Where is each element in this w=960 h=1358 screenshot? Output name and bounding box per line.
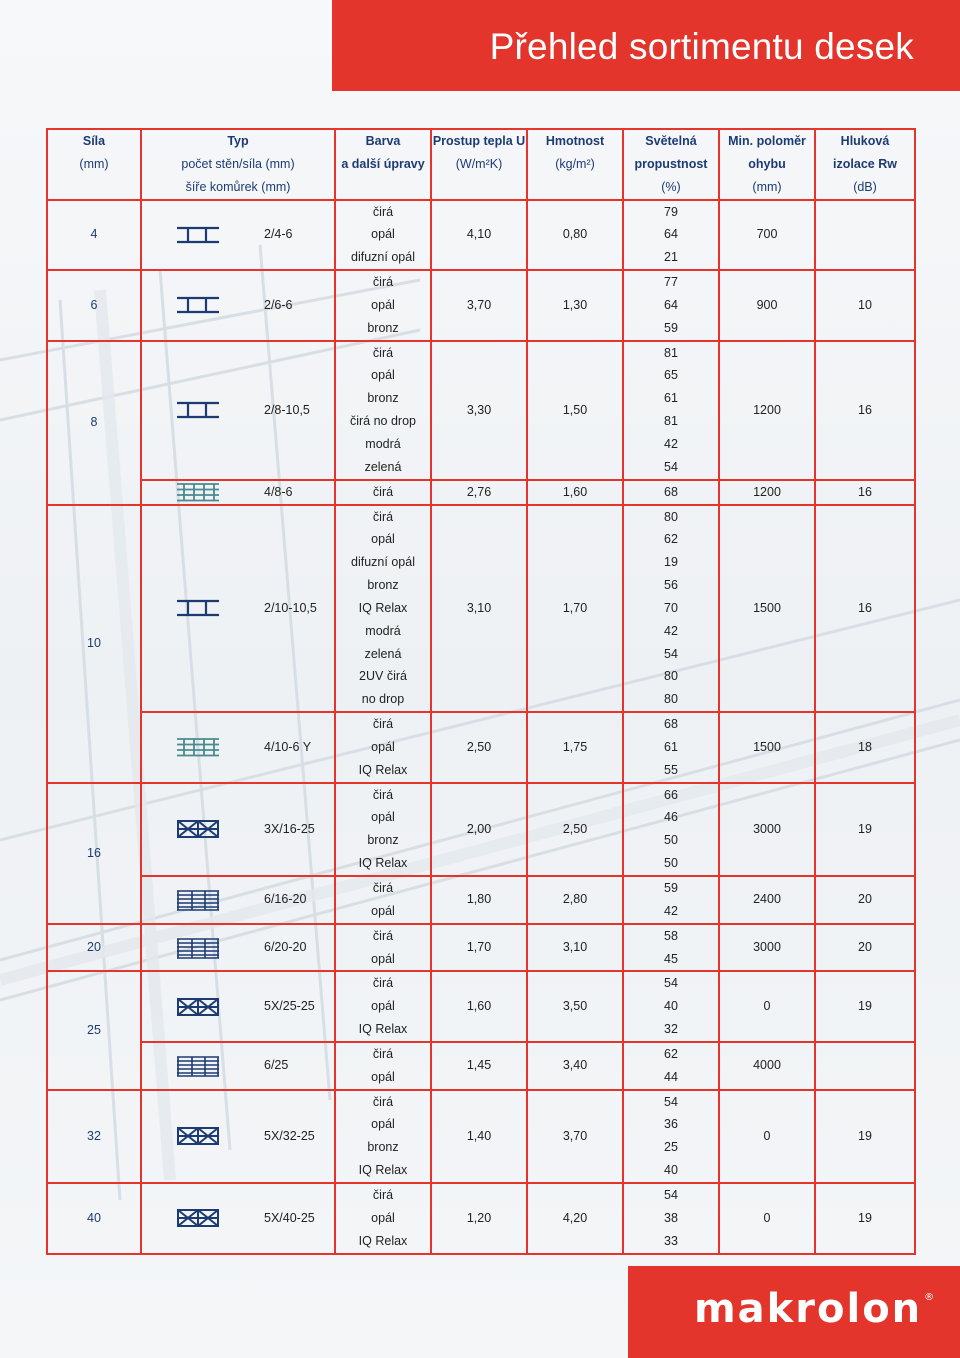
color-variant: čirá [335, 924, 431, 948]
header-barva: Barva [335, 129, 431, 153]
color-variant: opál [335, 806, 431, 829]
table-row [47, 924, 915, 948]
color-variant: čirá [335, 876, 431, 900]
color-variant: čirá [335, 712, 431, 736]
page-title: Přehled sortimentu desek [489, 26, 914, 67]
four-wall-icon [142, 481, 254, 503]
table-row [47, 971, 915, 995]
header-hmotnost: Hmotnost [527, 129, 623, 153]
header-sila: Síla [82, 134, 106, 148]
x-structure-icon [142, 1207, 254, 1229]
light-transmission-value: 62 [623, 1042, 719, 1066]
light-transmission-value: 50 [623, 829, 719, 852]
header-svetelna: Světelná [623, 129, 719, 153]
color-variant: čirá [335, 270, 431, 294]
header-hlukova-unit: (dB) [815, 176, 915, 200]
header-polomer-unit: (mm) [719, 176, 815, 200]
product-table-wrapper [46, 128, 914, 1248]
header-hlukova-sub: izolace Rw [815, 153, 915, 176]
light-transmission-value: 68 [623, 480, 719, 505]
color-variant: IQ Relax [335, 1230, 431, 1254]
type-code: 2/4-6 [264, 227, 293, 242]
light-transmission-value: 54 [623, 1183, 719, 1207]
sound-insulation-value: 19 [815, 783, 915, 876]
heat-transfer-value: 1,20 [431, 1183, 527, 1254]
color-variant: zelená [335, 643, 431, 666]
color-variant: opál [335, 223, 431, 246]
header-typ: Typ [141, 129, 335, 153]
header-svetelna-unit: (%) [623, 176, 719, 200]
bend-radius-value: 2400 [719, 876, 815, 924]
type-code: 3X/16-25 [264, 821, 315, 836]
type-cell-content [142, 342, 334, 479]
sound-insulation-value [815, 1042, 915, 1090]
light-transmission-value: 44 [623, 1066, 719, 1090]
light-transmission-value: 59 [623, 317, 719, 341]
sound-insulation-value: 20 [815, 876, 915, 924]
color-variant: opál [335, 948, 431, 972]
bend-radius-value: 4000 [719, 1042, 815, 1090]
color-variant: bronz [335, 387, 431, 410]
color-variant: opál [335, 900, 431, 924]
color-variant: modrá [335, 620, 431, 643]
color-variant: čirá no drop [335, 410, 431, 433]
bend-radius-value: 1200 [719, 341, 815, 480]
light-transmission-value: 61 [623, 736, 719, 759]
header-hlukova: Hluková [815, 129, 915, 153]
x-structure-icon [142, 996, 254, 1018]
light-transmission-value: 81 [623, 410, 719, 433]
thickness-cell: 4 [47, 200, 141, 271]
bend-radius-value: 0 [719, 1090, 815, 1183]
color-variant: čirá [335, 505, 431, 529]
light-transmission-value: 46 [623, 806, 719, 829]
color-variant: opál [335, 294, 431, 317]
thickness-cell: 32 [47, 1090, 141, 1183]
color-variant: bronz [335, 1136, 431, 1159]
thickness-cell: 25 [47, 971, 141, 1089]
sound-insulation-value: 18 [815, 712, 915, 783]
type-cell [141, 1042, 335, 1090]
heat-transfer-value: 4,10 [431, 200, 527, 271]
color-variant: zelená [335, 456, 431, 480]
type-code: 2/6-6 [264, 297, 293, 312]
color-variant: opál [335, 1066, 431, 1090]
thickness-cell: 40 [47, 1183, 141, 1254]
thickness-cell: 8 [47, 341, 141, 505]
header-prostup-unit: (W/m²K) [431, 153, 527, 176]
twin-wall-icon [142, 294, 254, 316]
bend-radius-value: 1500 [719, 505, 815, 713]
header-polomer-sub: ohybu [719, 153, 815, 176]
mass-value: 2,80 [527, 876, 623, 924]
light-transmission-value: 64 [623, 223, 719, 246]
light-transmission-value: 80 [623, 665, 719, 688]
light-transmission-value: 32 [623, 1018, 719, 1042]
sound-insulation-value: 16 [815, 505, 915, 713]
light-transmission-value: 62 [623, 528, 719, 551]
header-svetelna-sub: propustnost [623, 153, 719, 176]
light-transmission-value: 42 [623, 433, 719, 456]
sound-insulation-value: 19 [815, 1090, 915, 1183]
logo-registered-mark: ® [924, 1292, 937, 1303]
mass-value: 1,75 [527, 712, 623, 783]
type-cell-content [142, 506, 334, 712]
color-variant: IQ Relax [335, 759, 431, 783]
table-row [47, 783, 915, 807]
color-variant: 2UV čirá [335, 665, 431, 688]
light-transmission-value: 38 [623, 1207, 719, 1230]
color-variant: čirá [335, 1183, 431, 1207]
table-row [47, 712, 915, 736]
mass-value: 0,80 [527, 200, 623, 271]
light-transmission-value: 61 [623, 387, 719, 410]
light-transmission-value: 40 [623, 1159, 719, 1183]
header-typ-sub: počet stěn/síla (mm) [141, 153, 335, 176]
type-code: 2/8-10,5 [264, 402, 310, 417]
color-variant: opál [335, 995, 431, 1018]
color-variant: IQ Relax [335, 1018, 431, 1042]
type-cell-content [142, 972, 334, 1041]
table-body [47, 200, 915, 1254]
light-transmission-value: 56 [623, 574, 719, 597]
heat-transfer-value: 1,60 [431, 971, 527, 1042]
heat-transfer-value: 1,70 [431, 924, 527, 972]
heat-transfer-value: 1,40 [431, 1090, 527, 1183]
thickness-cell: 20 [47, 924, 141, 972]
table-row [47, 200, 915, 224]
mass-value: 3,10 [527, 924, 623, 972]
color-variant: IQ Relax [335, 1159, 431, 1183]
light-transmission-value: 55 [623, 759, 719, 783]
color-variant: opál [335, 1207, 431, 1230]
color-variant: čirá [335, 971, 431, 995]
type-code: 5X/40-25 [264, 1210, 315, 1225]
mass-value: 1,70 [527, 505, 623, 713]
heat-transfer-value: 1,80 [431, 876, 527, 924]
mass-value: 3,50 [527, 971, 623, 1042]
sound-insulation-value: 19 [815, 1183, 915, 1254]
x-structure-icon [142, 1125, 254, 1147]
bend-radius-value: 0 [719, 1183, 815, 1254]
four-wall-icon [142, 736, 254, 758]
x-structure-icon [142, 818, 254, 840]
color-variant: čirá [335, 200, 431, 224]
type-cell [141, 971, 335, 1042]
light-transmission-value: 45 [623, 948, 719, 972]
color-variant: čirá [335, 1090, 431, 1114]
heat-transfer-value: 3,30 [431, 341, 527, 480]
bend-radius-value: 1200 [719, 480, 815, 505]
color-variant: IQ Relax [335, 597, 431, 620]
color-variant: modrá [335, 433, 431, 456]
table-row [47, 1090, 915, 1114]
color-variant: opál [335, 364, 431, 387]
table-row [47, 1183, 915, 1207]
type-cell [141, 270, 335, 341]
type-code: 6/25 [264, 1058, 289, 1073]
bend-radius-value: 3000 [719, 783, 815, 876]
color-variant: bronz [335, 574, 431, 597]
type-code: 5X/32-25 [264, 1128, 315, 1143]
light-transmission-value: 65 [623, 364, 719, 387]
thickness-cell: 6 [47, 270, 141, 341]
header-sila-blank [47, 176, 141, 200]
light-transmission-value: 54 [623, 971, 719, 995]
twin-wall-icon [142, 224, 254, 246]
six-wall-icon [142, 889, 254, 911]
light-transmission-value: 64 [623, 294, 719, 317]
type-cell [141, 1090, 335, 1183]
mass-value: 3,40 [527, 1042, 623, 1090]
heat-transfer-value: 2,50 [431, 712, 527, 783]
table-row [47, 270, 915, 294]
mass-value: 1,60 [527, 480, 623, 505]
type-cell-content [142, 1043, 334, 1089]
color-variant: opál [335, 1113, 431, 1136]
table-row [47, 505, 915, 529]
page-header [332, 0, 960, 91]
type-cell [141, 505, 335, 713]
heat-transfer-value: 2,00 [431, 783, 527, 876]
type-cell [141, 480, 335, 505]
bend-radius-value: 3000 [719, 924, 815, 972]
type-cell-content [142, 1091, 334, 1182]
type-cell-content [142, 784, 334, 875]
type-cell-content [142, 713, 334, 782]
light-transmission-value: 40 [623, 995, 719, 1018]
color-variant: čirá [335, 783, 431, 807]
color-variant: čirá [335, 480, 431, 505]
header-barva-blank [335, 176, 431, 200]
light-transmission-value: 36 [623, 1113, 719, 1136]
logo-text: makrolon [694, 1286, 923, 1332]
sound-insulation-value: 16 [815, 480, 915, 505]
type-cell [141, 783, 335, 876]
mass-value: 1,50 [527, 341, 623, 480]
type-code: 4/8-6 [264, 484, 293, 499]
mass-value: 2,50 [527, 783, 623, 876]
type-cell [141, 924, 335, 972]
bend-radius-value: 1500 [719, 712, 815, 783]
heat-transfer-value: 1,45 [431, 1042, 527, 1090]
color-variant: opál [335, 528, 431, 551]
twin-wall-icon [142, 597, 254, 619]
sound-insulation-value: 20 [815, 924, 915, 972]
color-variant: bronz [335, 829, 431, 852]
light-transmission-value: 81 [623, 341, 719, 365]
type-cell-content [142, 201, 334, 270]
color-variant: čirá [335, 1042, 431, 1066]
type-cell-content [142, 271, 334, 340]
light-transmission-value: 70 [623, 597, 719, 620]
light-transmission-value: 54 [623, 456, 719, 480]
light-transmission-value: 50 [623, 852, 719, 876]
type-code: 4/10-6 Y [264, 739, 312, 754]
light-transmission-value: 21 [623, 246, 719, 270]
table-row [47, 341, 915, 365]
light-transmission-value: 66 [623, 783, 719, 807]
thickness-cell: 10 [47, 505, 141, 783]
sound-insulation-value [815, 200, 915, 271]
type-cell [141, 341, 335, 480]
type-cell [141, 712, 335, 783]
color-variant: difuzní opál [335, 246, 431, 270]
type-code: 2/10-10,5 [264, 600, 317, 615]
light-transmission-value: 58 [623, 924, 719, 948]
bend-radius-value: 700 [719, 200, 815, 271]
color-variant: čirá [335, 341, 431, 365]
light-transmission-value: 68 [623, 712, 719, 736]
bend-radius-value: 900 [719, 270, 815, 341]
light-transmission-value: 59 [623, 876, 719, 900]
type-code: 5X/25-25 [264, 999, 315, 1014]
product-table [46, 128, 916, 1255]
makrolon-logo [694, 1286, 936, 1332]
mass-value: 3,70 [527, 1090, 623, 1183]
type-cell [141, 200, 335, 271]
type-code: 6/16-20 [264, 892, 307, 907]
color-variant: IQ Relax [335, 852, 431, 876]
light-transmission-value: 77 [623, 270, 719, 294]
sound-insulation-value: 10 [815, 270, 915, 341]
header-typ-sub2: šíře komůrek (mm) [141, 176, 335, 200]
light-transmission-value: 79 [623, 200, 719, 224]
six-wall-icon [142, 937, 254, 959]
header-sila-unit: (mm) [79, 156, 109, 171]
color-variant: bronz [335, 317, 431, 341]
footer-brand-bar [628, 1266, 960, 1358]
type-cell-content [142, 925, 334, 971]
light-transmission-value: 33 [623, 1230, 719, 1254]
color-variant: opál [335, 736, 431, 759]
mass-value: 4,20 [527, 1183, 623, 1254]
type-cell-content [142, 1184, 334, 1253]
type-cell-content [142, 481, 334, 504]
type-cell [141, 876, 335, 924]
six-wall-icon [142, 1055, 254, 1077]
bend-radius-value: 0 [719, 971, 815, 1042]
sound-insulation-value: 19 [815, 971, 915, 1042]
header-barva-sub: a další úpravy [335, 153, 431, 176]
light-transmission-value: 54 [623, 1090, 719, 1114]
light-transmission-value: 80 [623, 688, 719, 712]
light-transmission-value: 80 [623, 505, 719, 529]
type-code: 6/20-20 [264, 940, 307, 955]
type-cell-content [142, 877, 334, 923]
header-hmotnost-blank [527, 176, 623, 200]
light-transmission-value: 25 [623, 1136, 719, 1159]
light-transmission-value: 42 [623, 620, 719, 643]
type-cell [141, 1183, 335, 1254]
mass-value: 1,30 [527, 270, 623, 341]
color-variant: no drop [335, 688, 431, 712]
color-variant: difuzní opál [335, 551, 431, 574]
header-prostup: Prostup tepla U [431, 129, 527, 153]
light-transmission-value: 54 [623, 643, 719, 666]
table-row [47, 876, 915, 900]
heat-transfer-value: 2,76 [431, 480, 527, 505]
table-row [47, 1042, 915, 1066]
light-transmission-value: 42 [623, 900, 719, 924]
header-polomer: Min. poloměr [719, 129, 815, 153]
heat-transfer-value: 3,70 [431, 270, 527, 341]
light-transmission-value: 19 [623, 551, 719, 574]
sound-insulation-value: 16 [815, 341, 915, 480]
twin-wall-icon [142, 399, 254, 421]
table-row [47, 480, 915, 505]
heat-transfer-value: 3,10 [431, 505, 527, 713]
header-prostup-blank [431, 176, 527, 200]
thickness-cell: 16 [47, 783, 141, 924]
header-hmotnost-unit: (kg/m²) [527, 153, 623, 176]
